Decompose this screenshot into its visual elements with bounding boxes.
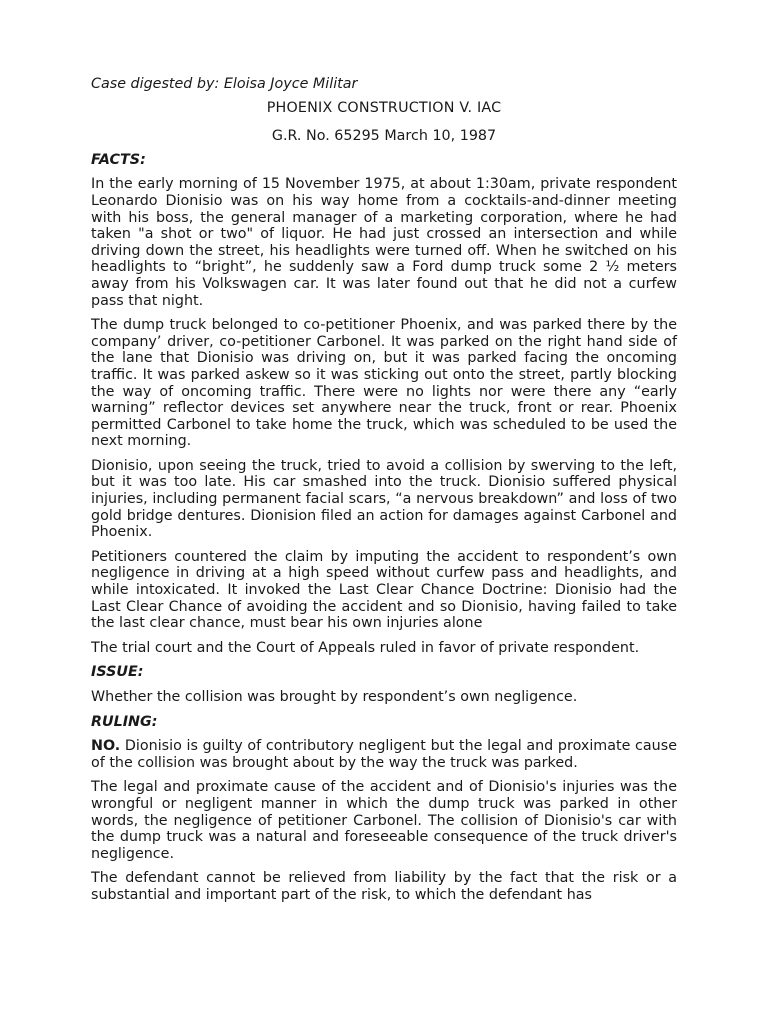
issue-text: Whether the collision was brought by respondent’s own negligence. [91,689,578,705]
ruling-paragraph-2: The legal and proximate cause of the accident and of Dionisio's injuries was the wrongful or negligent manner in which the dump truck was parked in other words, the negligence of petitioner Carbonel. The collision of Dionisio's car with the dump truck was a natural and foreseeable consequence of the truck driver's negligence. [91,779,677,862]
case-title: PHOENIX CONSTRUCTION V. IAC [266,99,502,116]
ruling-section [91,714,677,904]
issue-heading: ISSUE: [91,664,144,681]
ruling-paragraph-1 [91,738,677,771]
case-number: G.R. No. 65295 March 10, 1987 [271,128,497,145]
ruling-paragraph-3: The defendant cannot be relieved from liability by the fact that the risk or a substantial and important part of the risk, to which the defendant has [91,870,677,903]
byline: Case digested by: Eloisa Joyce Militar [91,76,358,92]
facts-section [91,152,677,657]
facts-heading: FACTS: [91,151,146,168]
facts-paragraph-5: The trial court and the Court of Appeals ruled in favor of private respondent. [91,639,640,656]
facts-paragraph-1: In the early morning of 15 November 1975, at about 1:30am, private respondent Leonardo Dionisio was on his way home from a cocktails-and-dinner meeting with his boss, the general manager of a marketing corporation, where he had taken "a shot or two" of liquor. He had just crossed an intersection and while driving down the street, his headlights were turned off. When he switched on his headlights to “bright”, he suddenly saw a Ford dump truck some 2 ½ meters away from his Volkswagen car. It was later found out that he did not a curfew pass that night. [91,176,677,309]
facts-paragraph-4: Petitioners countered the claim by imputing the accident to respondent’s own negligence in driving at a high speed without curfew pass and headlights, and while intoxicated. It invoked the Last Clear Chance Doctrine: Dionisio had the Last Clear Chance of avoiding the accident and so Dionisio, having failed to take the last clear chance, must bear his own injuries alone [91,548,677,632]
ruling-heading: RULING: [91,713,158,730]
facts-paragraph-2: The dump truck belonged to co-petitioner Phoenix, and was parked there by the company’ driver, co-petitioner Carbonel. It was parked on the right hand side of the lane that Dionisio was driving on, but it was parked facing the oncoming traffic. It was parked askew so it was sticking out onto the street, partly blocking the way of oncoming traffic. There were no lights nor were there any “early warning” reflector devices set anywhere near the truck, front or rear. Phoenix permitted Carbonel to take home the truck, which was scheduled to be used the next morning. [91,317,677,450]
document-page [91,76,677,912]
facts-paragraph-3: Dionisio, upon seeing the truck, tried to avoid a collision by swerving to the left, but it was too late. His car smashed into the truck. Dionisio suffered physical injuries, including permanent facial scars, “a nervous breakdown” and loss of two gold bridge dentures. Dionision filed an action for damages against Carbonel and Phoenix. [91,457,677,541]
ruling-answer: NO. [91,738,121,755]
issue-section [91,664,677,705]
ruling-lead-text: Dionisio is guilty of contributory negligent but the legal and proximate cause of the collision was brought about by the way the truck was parked. [91,738,677,771]
